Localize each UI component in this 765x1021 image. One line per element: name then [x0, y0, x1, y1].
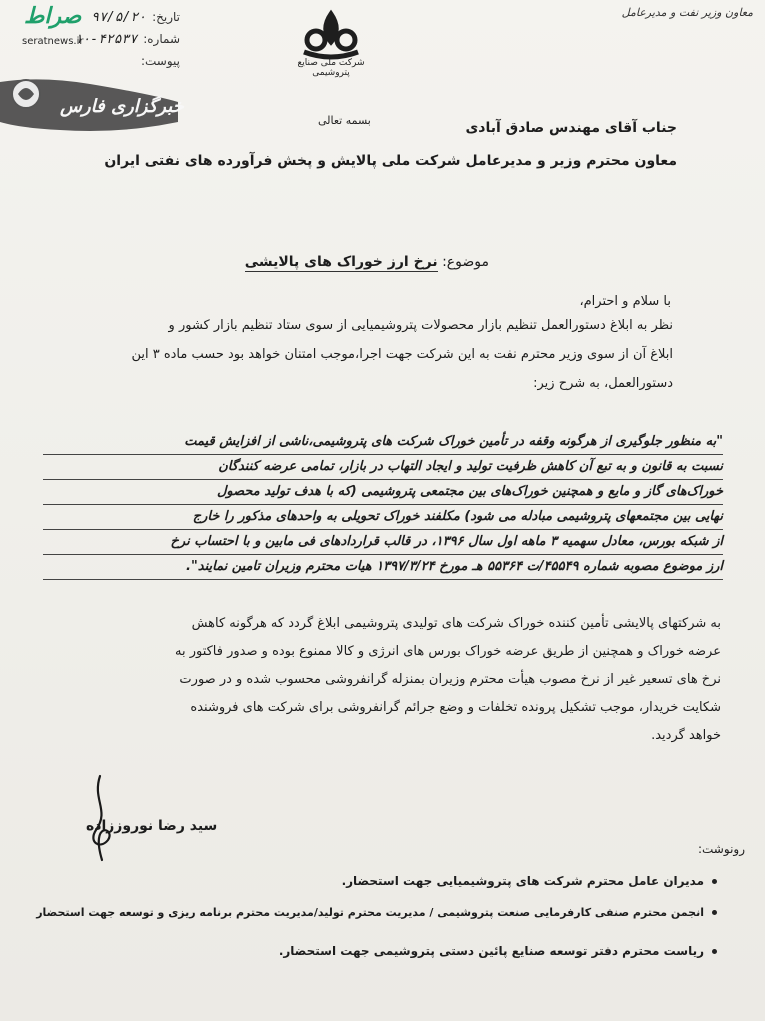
- subject: [245, 254, 489, 270]
- besmel: بسمه تعالی: [318, 114, 371, 127]
- number-value: ۱۰-۴۲۵۳۷: [74, 31, 138, 47]
- subject-text: نرخ ارز خوراک های پالایشی: [244, 254, 438, 270]
- intro-line: دستورالعمل، به شرح زیر:: [533, 376, 673, 391]
- quoted-clause: [43, 430, 723, 580]
- body-line: خواهد گردید.: [651, 728, 721, 743]
- intro-paragraph: [43, 314, 673, 395]
- number-label: شماره:: [143, 32, 180, 46]
- body-line: شکایت خریدار، موجب تشکیل پرونده تخلفات و وضع جرائم گرانفروشی برای شرکت های فروشنده: [190, 700, 721, 715]
- bullet-icon: [712, 949, 717, 954]
- cc-heading: رونوشت:: [697, 842, 745, 856]
- subject-label: موضوع:: [442, 254, 489, 270]
- date-label: تاریخ:: [152, 10, 180, 24]
- cc-item-text: ریاست محترم دفتر توسعه صنایع پائین دستی پتروشیمی جهت استحضار.: [278, 944, 704, 958]
- greeting: با سلام و احترام،: [579, 294, 671, 309]
- cc-item: [279, 944, 717, 958]
- cc-item-text: مدیران عامل محترم شرکت های پتروشیمیایی جهت استحضار.: [341, 874, 704, 888]
- attachment-row: [10, 50, 180, 72]
- addressee-name: جناب آقای مهندس صادق آبادی: [465, 120, 677, 136]
- addressee-title: معاون محترم وزیر و مدیرعامل شرکت ملی پالایش و پخش فرآورده های نفتی ایران: [104, 153, 677, 169]
- cc-item-text: انجمن محترم صنفی کارفرمایی صنعت پتروشیمی / مدیریت محترم تولید/مدیریت محترم برنامه ریزی و توسعه جهت استحضار: [36, 906, 704, 919]
- bullet-icon: [712, 910, 717, 915]
- quote-line: نهایی بین مجتمعهای پتروشیمی مبادله می شود) مکلفند خوراک تحویلی به واحدهای مذکور را خارج: [43, 505, 723, 530]
- intro-line: ابلاغ آن از سوی وزیر محترم نفت به این شرکت جهت اجرا،موجب امتنان خواهد بود حسب ماده ۳ این: [131, 347, 673, 362]
- body-paragraph: [41, 612, 721, 747]
- cc-item: [342, 874, 717, 888]
- logo-caption: شرکت ملی صنایع پتروشیمی: [297, 58, 365, 78]
- body-line: عرضه خوراک و همچنین از طریق عرضه خوراک بورس های انرژی و کالا ممنوع بوده و صدور فاکتور به: [174, 644, 721, 659]
- attachment-label: پیوست:: [140, 54, 180, 68]
- quote-line: "به منظور جلوگیری از هرگونه وقفه در تأمین خوراک شرکت های پتروشیمی،ناشی از افزایش قیمت: [43, 430, 723, 455]
- header-note: معاون وزیر نفت و مدیرعامل: [621, 6, 753, 19]
- quote-line: خوراک‌های گاز و مایع و همچنین خوراک‌های بین مجتمعی پتروشیمی (که با هدف تولید محصول: [43, 480, 723, 505]
- date-value: ۹۷/۵/۲۰: [91, 9, 147, 25]
- serat-watermark: صراط: [24, 4, 82, 29]
- intro-line: نظر به ابلاغ دستورالعمل تنظیم بازار محصولات پتروشیمیایی از سوی ستاد تنظیم بازار کشور و: [168, 318, 673, 333]
- serat-site: seratnews.ir: [22, 36, 84, 47]
- body-line: به شرکتهای پالایشی تأمین کننده خوراک شرکت های تولیدی پتروشیمی ابلاغ گردد که هرگونه کاهش: [191, 616, 721, 631]
- quote-line: ارز موضوع مصوبه شماره ۴۵۵۴۹/ت ۵۵۳۶۴ هـ مورخ ۱۳۹۷/۳/۲۴ هیات محترم وزیران تامین نمایند".: [43, 555, 723, 580]
- quote-line: از شبکه بورس، معادل سهمیه ۳ ماهه اول سال ۱۳۹۶، در قالب قراردادهای فی مابین و با احتساب نرخ: [43, 530, 723, 555]
- cc-item: [36, 906, 717, 919]
- bullet-icon: [712, 879, 717, 884]
- fars-watermark: خبرگزاری فارس: [60, 96, 184, 117]
- quote-line: نسبت به قانون و به تبع آن کاهش ظرفیت تولید و ایجاد التهاب در بازار، تمامی عرضه کنندگان: [43, 455, 723, 480]
- body-line: نرخ های تسعیر غیر از نرخ مصوب هیأت محترم وزیران بمنزله گرانفروشی محسوب شده و در صورت: [179, 672, 721, 687]
- signatory-name: سید رضا نوروززاده: [86, 818, 218, 834]
